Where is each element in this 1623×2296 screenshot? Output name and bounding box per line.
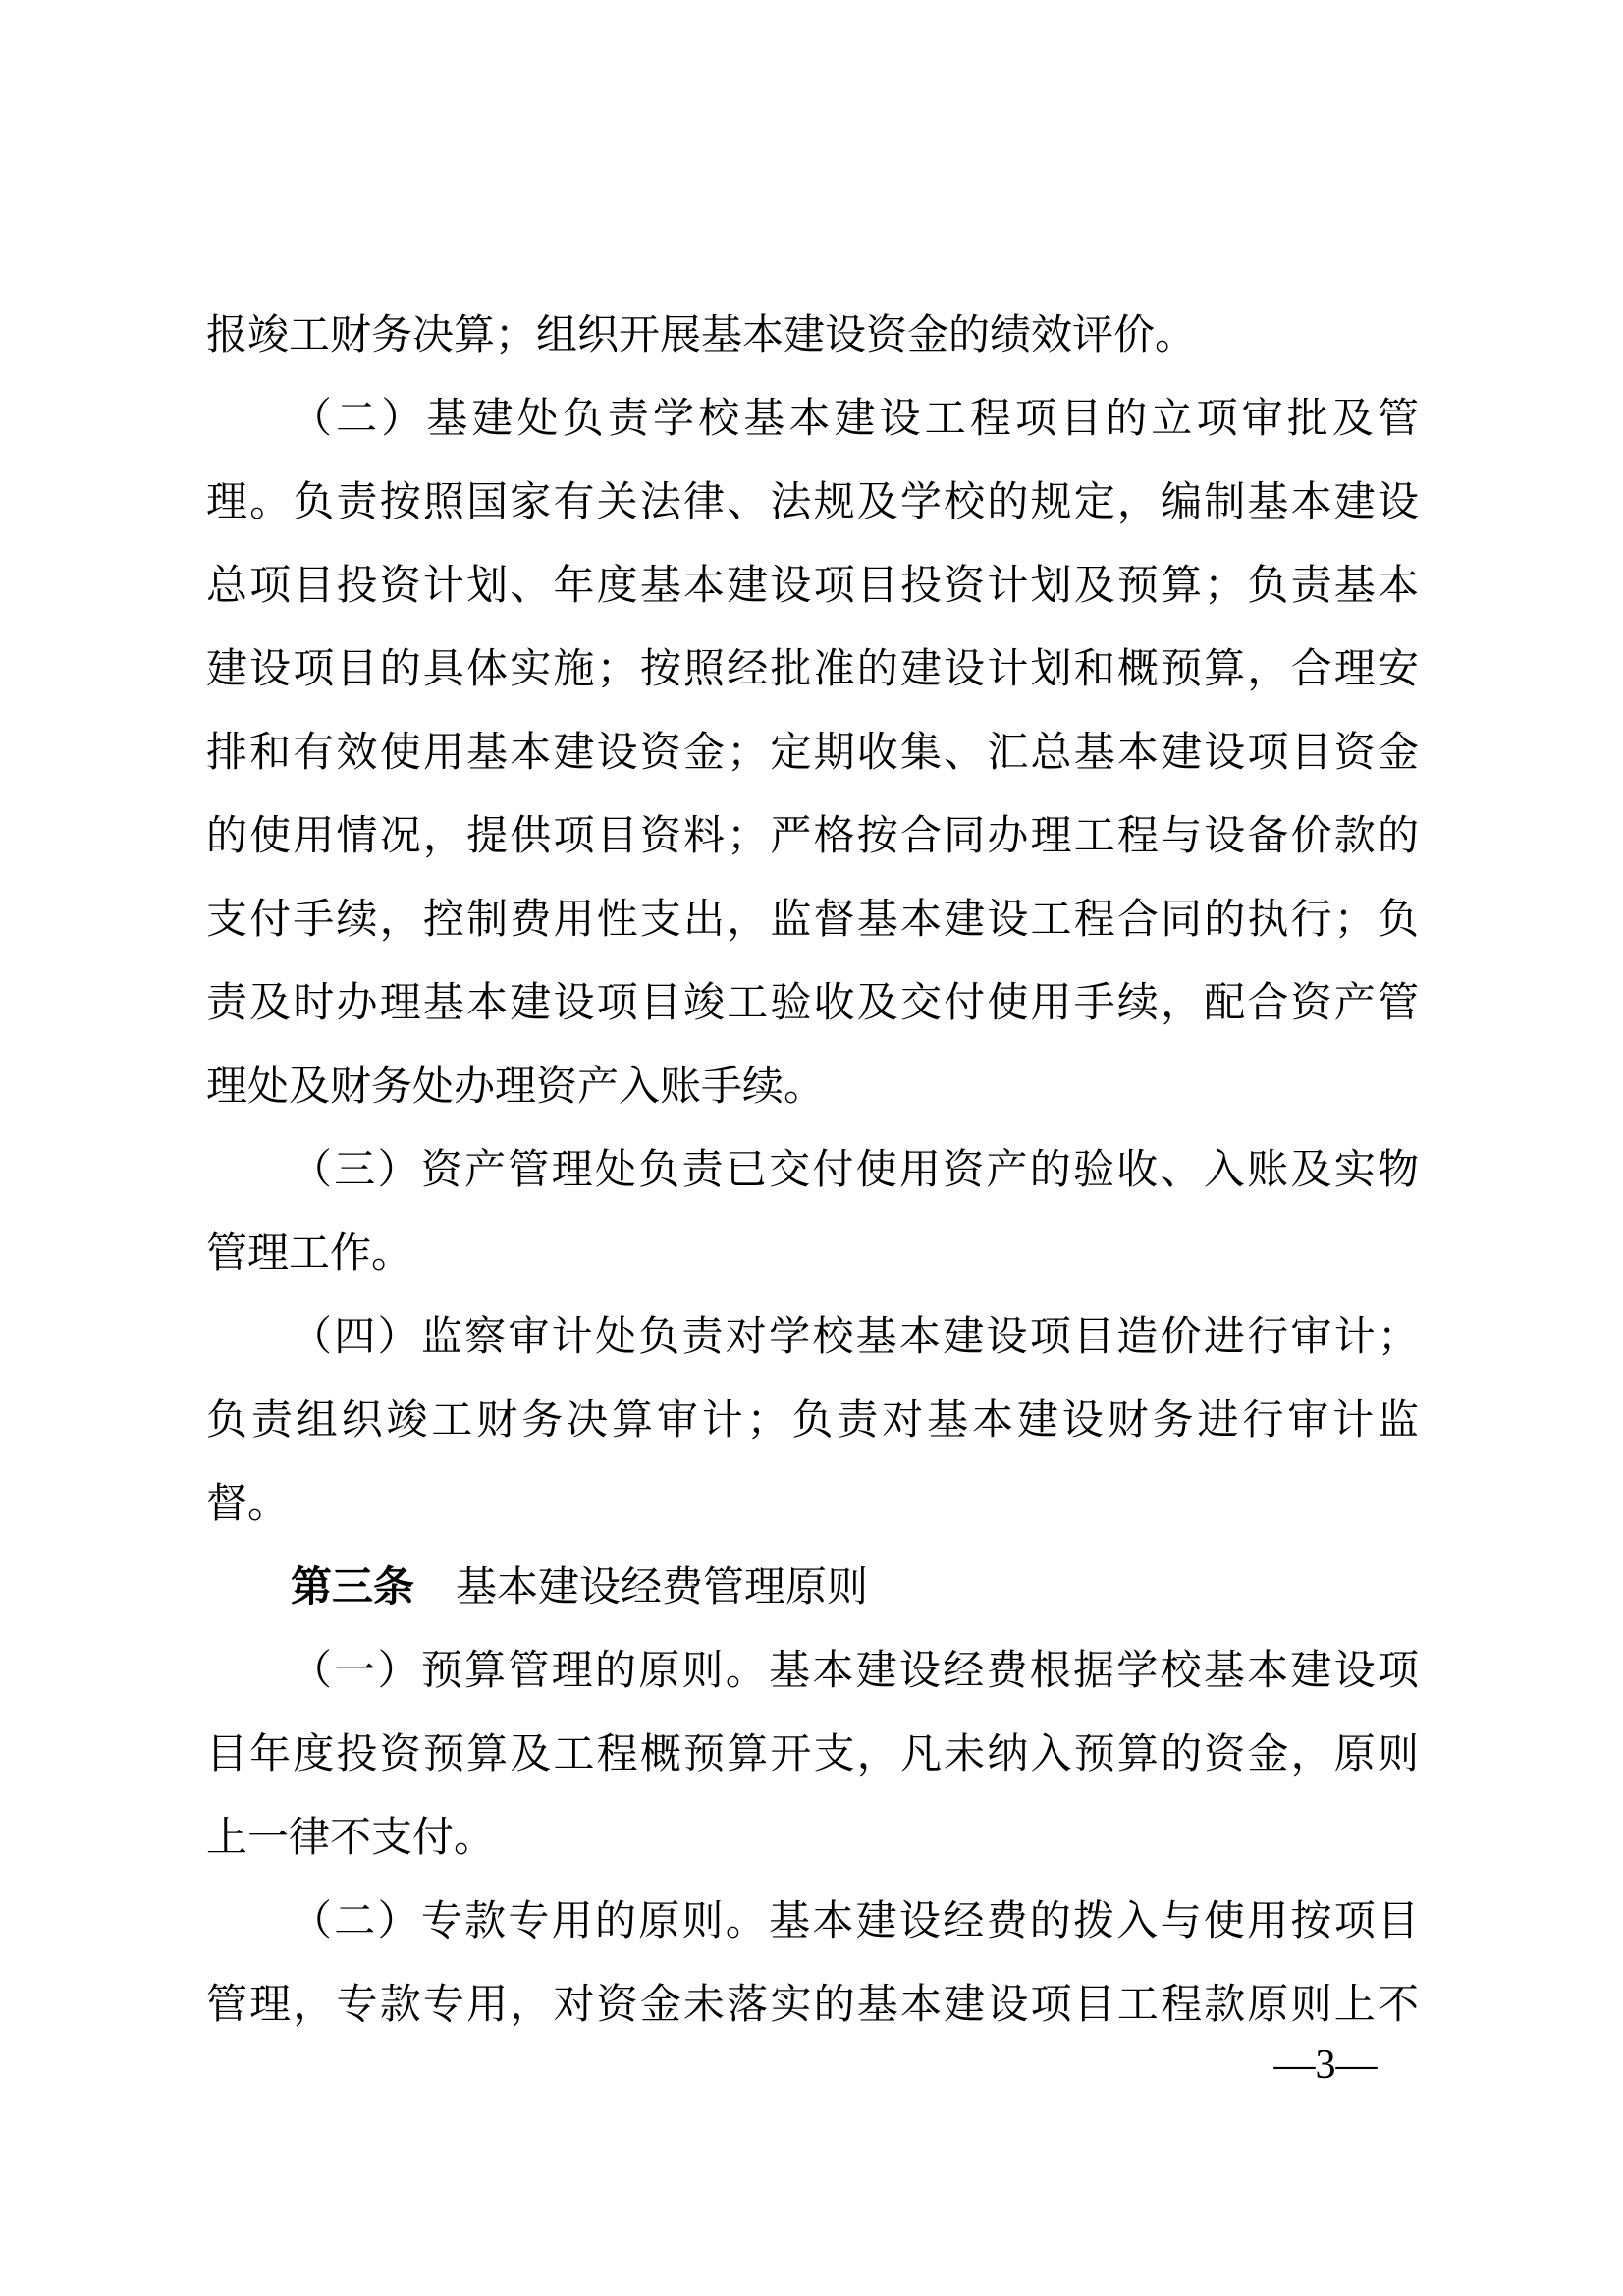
text-line: 报竣工财务决算；组织开展基本建设资金的绩效评价。: [206, 313, 1197, 358]
text-line: （三）资产管理处负责已交付使用资产的验收、入账及实物: [291, 1148, 1419, 1193]
text-line: （一）预算管理的原则。基本建设经费根据学校基本建设项: [291, 1649, 1419, 1694]
article-heading-line: [206, 1547, 1419, 1630]
text-line: （二）基建处负责学校基本建设工程项目的立项审批及管: [291, 397, 1419, 442]
text-line: 理处及财务处办理资产入账手续。: [206, 1065, 826, 1110]
text-line: 责及时办理基本建设项目竣工验收及交付使用手续，配合资产管: [206, 981, 1419, 1026]
page-number: —3—: [1273, 2043, 1378, 2088]
text-line: 督。: [206, 1482, 290, 1527]
text-line: （四）监察审计处负责对学校基本建设项目造价进行审计；: [291, 1315, 1419, 1360]
document-body: [206, 295, 1419, 2048]
article-heading-text: 基本建设经费管理原则: [414, 1565, 869, 1611]
text-line: 目年度投资预算及工程概预算开支，凡未纳入预算的资金，原则: [206, 1732, 1419, 1777]
text-line: 上一律不支付。: [206, 1816, 496, 1861]
text-line: 管理工作。: [206, 1231, 413, 1277]
text-line: 的使用情况，提供项目资料；严格按合同办理工程与设备价款的: [206, 814, 1419, 859]
article-number-bold: 第三条: [291, 1565, 415, 1611]
text-line: 排和有效使用基本建设资金；定期收集、汇总基本建设项目资金: [206, 731, 1419, 776]
text-line: 负责组织竣工财务决算审计；负责对基本建设财务进行审计监: [206, 1398, 1419, 1444]
text-line: 支付手续，控制费用性支出，监督基本建设工程合同的执行；负: [206, 898, 1419, 943]
text-line: （二）专款专用的原则。基本建设经费的拨入与使用按项目: [291, 1899, 1419, 1944]
text-line: 建设项目的具体实施；按照经批准的建设计划和概预算，合理安: [206, 647, 1419, 692]
text-line: 总项目投资计划、年度基本建设项目投资计划及预算；负责基本: [206, 564, 1419, 609]
text-line: 管理，专款专用，对资金未落实的基本建设项目工程款原则上不: [206, 1983, 1419, 2028]
text-line: 理。负责按照国家有关法律、法规及学校的规定，编制基本建设: [206, 480, 1419, 525]
